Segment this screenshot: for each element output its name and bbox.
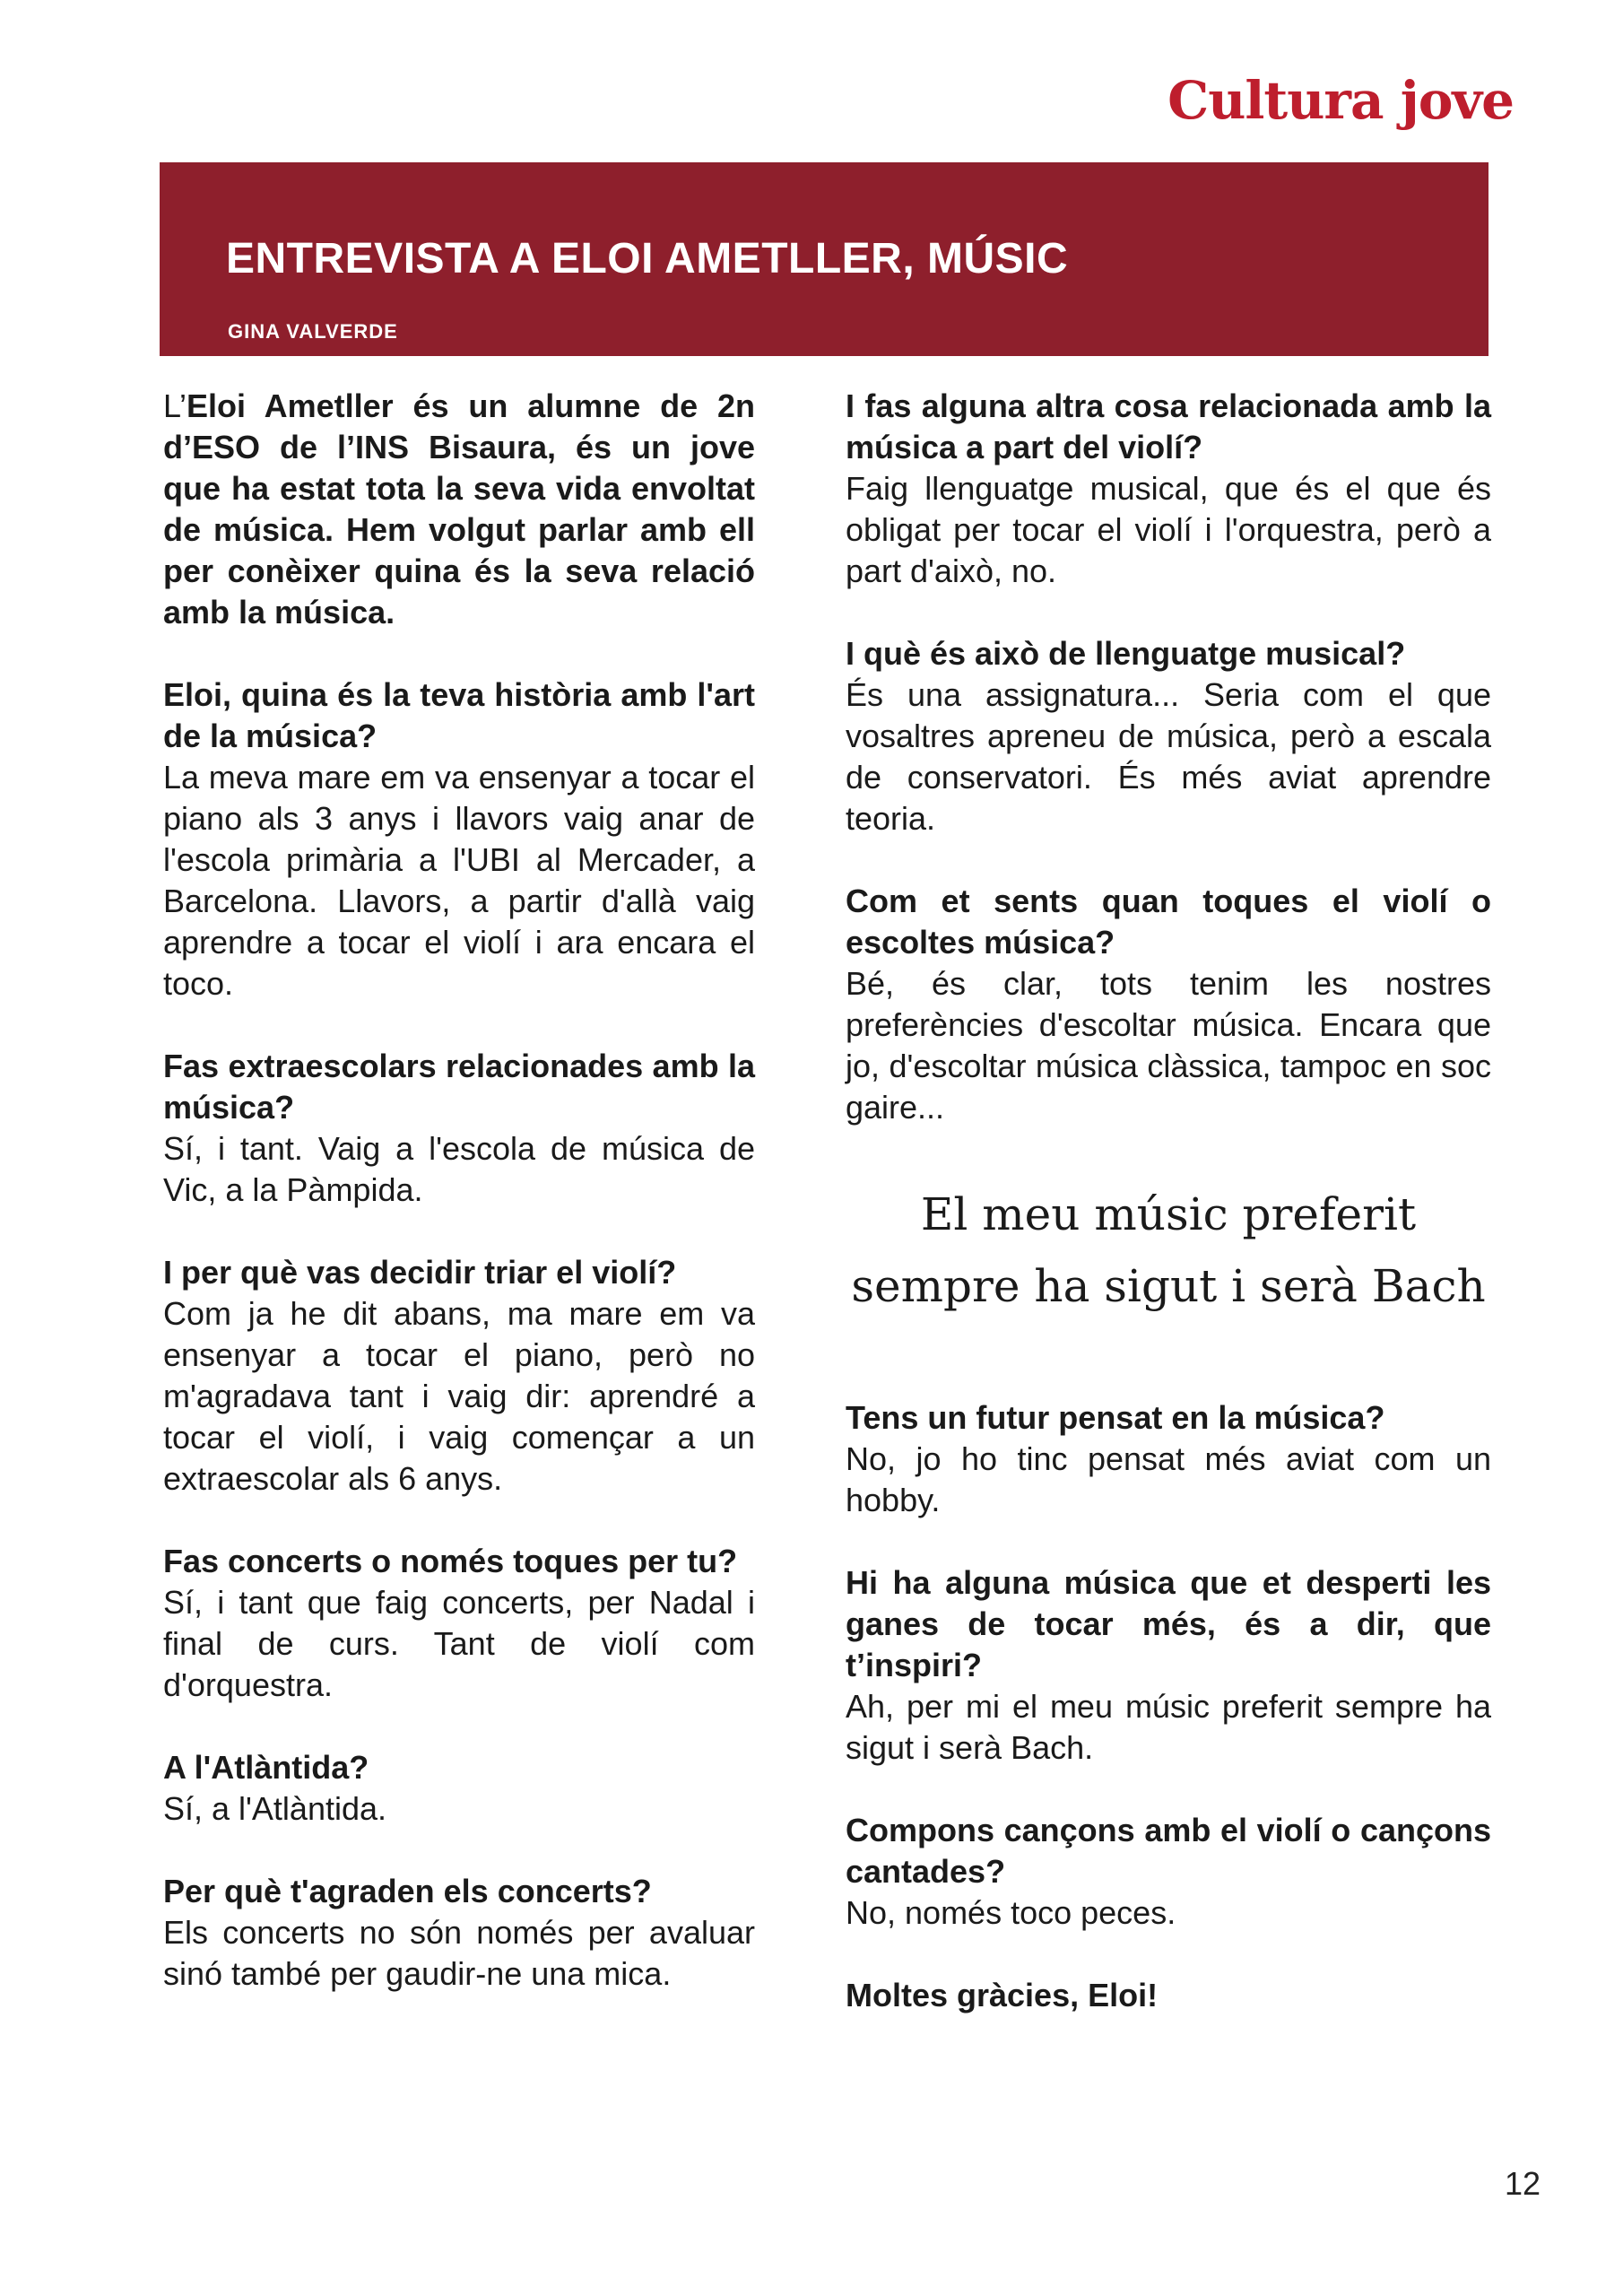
question-text: A l'Atlàntida?	[163, 1749, 369, 1786]
intro-prefix: L’	[163, 387, 187, 424]
qa-block	[846, 386, 1491, 592]
question-text: I per què vas decidir triar el violí?	[163, 1254, 677, 1291]
answer-text: No, jo ho tinc pensat més aviat com un hobby.	[846, 1440, 1491, 1518]
intro-paragraph	[163, 386, 755, 633]
answer-text: Sí, i tant. Vaig a l'escola de música de Vic, a la Pàmpida.	[163, 1130, 755, 1208]
qa-block	[846, 633, 1491, 839]
qa-block	[163, 674, 755, 1004]
qa-block	[163, 1046, 755, 1211]
qa-block	[846, 1562, 1491, 1769]
question-text: Eloi, quina és la teva història amb l'art de la música?	[163, 676, 755, 754]
closing-thanks: Moltes gràcies, Eloi!	[846, 1977, 1159, 2013]
left-column	[163, 386, 755, 2016]
question-text: Fas concerts o només toques per tu?	[163, 1543, 738, 1579]
article-title: ENTREVISTA A ELOI AMETLLER, MÚSIC	[226, 235, 1069, 283]
page-number: 12	[1504, 2165, 1541, 2202]
qa-block	[163, 1252, 755, 1500]
brand-logo: Cultura jove	[1167, 70, 1514, 131]
qa-block	[846, 1810, 1491, 1934]
right-column	[846, 386, 1491, 2016]
answer-text: Bé, és clar, tots tenim les nostres preferències d'escoltar música. Encara que jo, d'escoltar música clàssica, tampoc en soc gaire...	[846, 965, 1491, 1126]
question-text: Fas extraescolars relacionades amb la música?	[163, 1048, 755, 1126]
pull-quote: El meu músic preferit sempre ha sigut i serà Bach	[851, 1188, 1486, 1312]
qa-block	[163, 1747, 755, 1830]
byline: GINA VALVERDE	[228, 320, 398, 343]
question-text: I fas alguna altra cosa relacionada amb la música a part del violí?	[846, 387, 1491, 465]
question-text: Per què t'agraden els concerts?	[163, 1873, 652, 1909]
answer-text: La meva mare em va ensenyar a tocar el piano als 3 anys i llavors vaig anar de l'escola primària a l'UBI al Mercader, a Barcelona. Llavors, a partir d'allà vaig aprendre a tocar el violí i ara encara el toco.	[163, 759, 755, 1002]
answer-text: No, només toco peces.	[846, 1894, 1176, 1931]
qa-block	[163, 1541, 755, 1706]
answer-text: Ah, per mi el meu músic preferit sempre ha sigut i serà Bach.	[846, 1688, 1491, 1766]
article-header-banner	[160, 162, 1488, 356]
qa-block	[846, 1397, 1491, 1521]
answer-text: Faig llenguatge musical, que és el que és obligat per tocar el violí i l'orquestra, però a part d'això, no.	[846, 470, 1491, 589]
question-text: Tens un futur pensat en la música?	[846, 1399, 1385, 1436]
answer-text: Els concerts no són només per avaluar sinó també per gaudir-ne una mica.	[163, 1914, 755, 1992]
question-text: Com et sents quan toques el violí o escoltes música?	[846, 883, 1491, 961]
intro-text: Eloi Ametller és un alumne de 2n d’ESO de l’INS Bisaura, és un jove que ha estat tota la seva vida envoltat de música. Hem volgut parlar amb ell per conèixer quina és la seva relació amb la música.	[163, 387, 755, 631]
qa-block	[163, 1871, 755, 1995]
question-text: Compons cançons amb el violí o cançons cantades?	[846, 1812, 1491, 1890]
answer-text: Sí, i tant que faig concerts, per Nadal i final de curs. Tant de violí com d'orquestra.	[163, 1584, 755, 1703]
question-text: Hi ha alguna música que et desperti les ganes de tocar més, és a dir, que t’inspiri?	[846, 1564, 1491, 1683]
answer-text: Sí, a l'Atlàntida.	[163, 1790, 387, 1827]
answer-text: És una assignatura... Seria com el que vosaltres apreneu de música, però a escala de conservatori. És més aviat aprendre teoria.	[846, 676, 1491, 837]
qa-block	[846, 881, 1491, 1128]
answer-text: Com ja he dit abans, ma mare em va ensenyar a tocar el piano, però no m'agradava tant i vaig dir: aprendré a tocar el violí, i vaig començar a un extraescolar als 6 anys.	[163, 1295, 755, 1497]
question-text: I què és això de llenguatge musical?	[846, 635, 1406, 672]
article-body	[163, 386, 1491, 2016]
